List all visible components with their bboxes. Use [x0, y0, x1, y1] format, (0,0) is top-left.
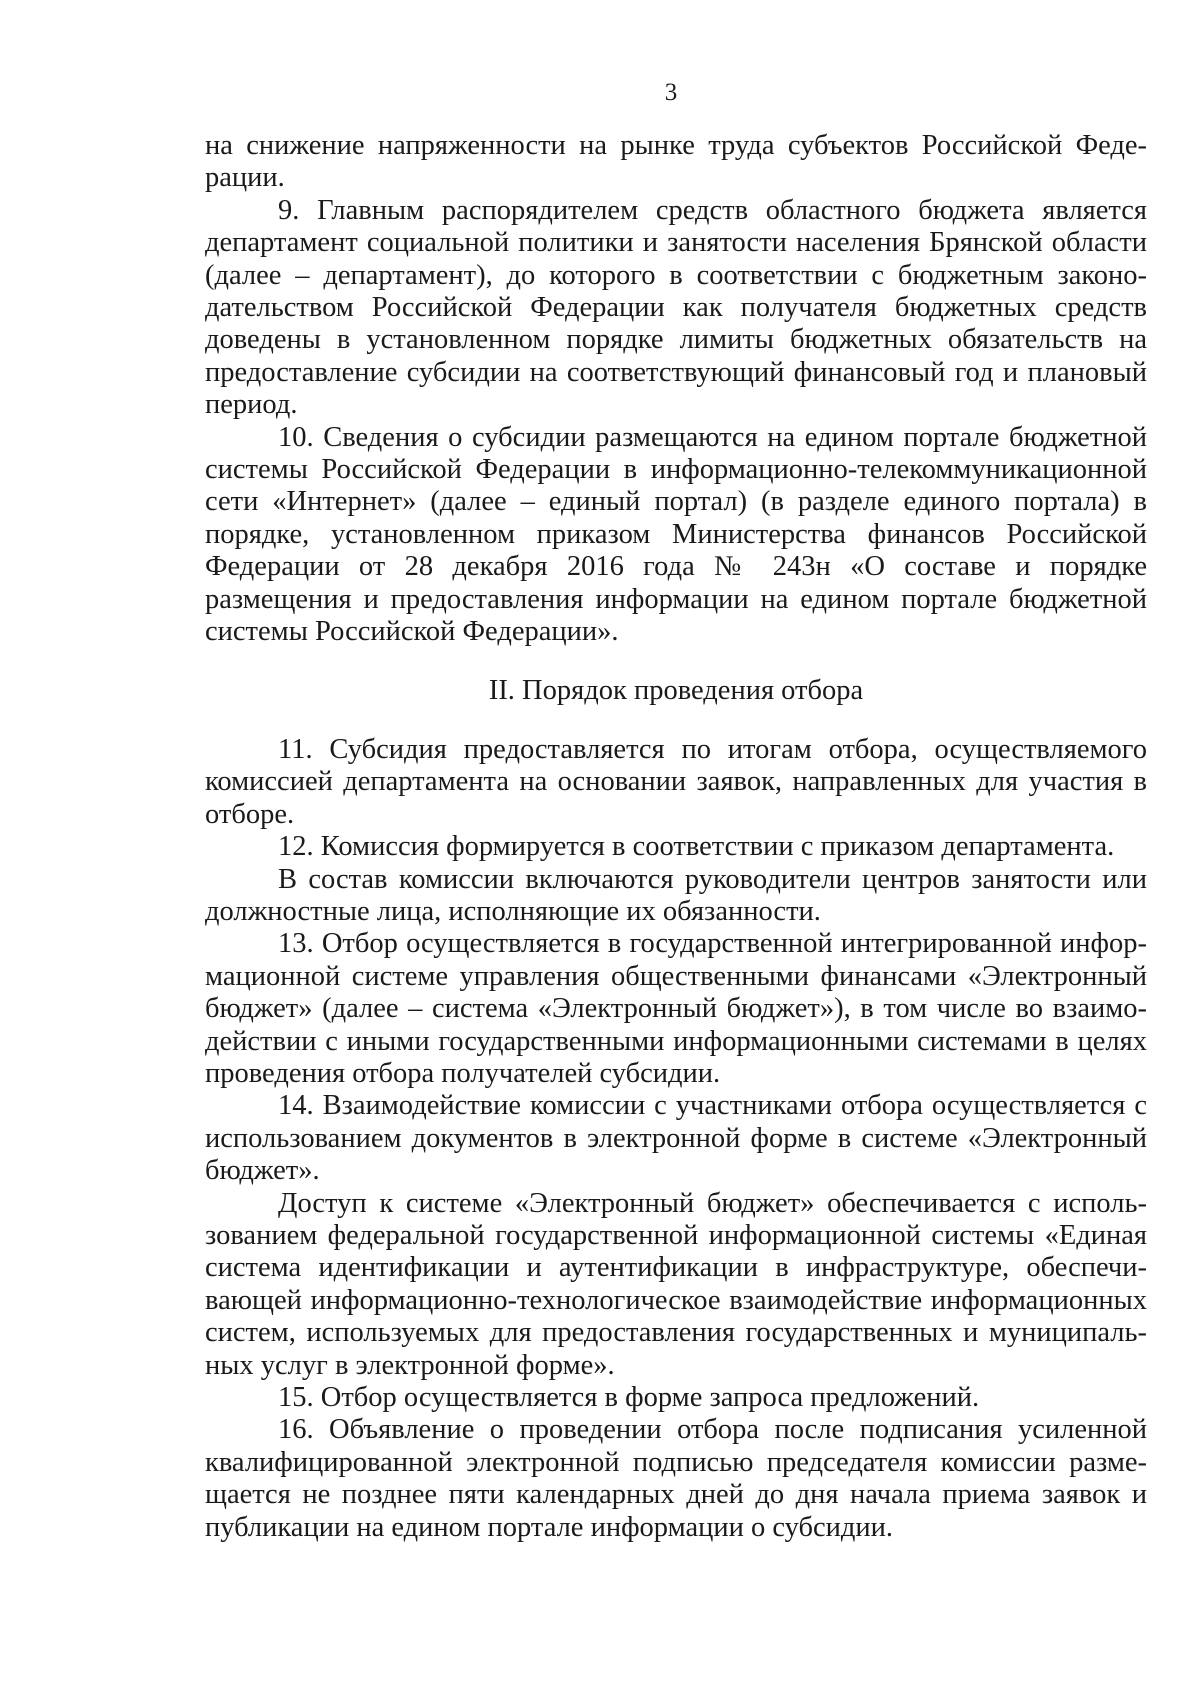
paragraph-15: 15. Отбор осуществляется в форме запроса предложений. [278, 1382, 980, 1414]
paragraph-12: 12. Комиссия формируется в соответствии с приказом департамента. [278, 831, 1115, 863]
paragraph-14: 14. Взаимодействие комиссии с участниками отбора осуществляется с использованием документов в электронной форме в системе «Электронный бюджет». [205, 1090, 1147, 1187]
section-heading: II. Порядок проведения отбора [488, 674, 864, 706]
document-body [205, 130, 1147, 1544]
page-number: 3 [664, 79, 678, 106]
paragraph-10: 10. Сведения о субсидии размещаются на едином портале бюджетной системы Российской Федерации в информационно-телекоммуникационной сети «Интернет» (далее – единый портал) (в разделе единого портала) в порядке, установленном приказом Министерства финансов Российской Федерации от 28 декабря 2016 года № 243н «О составе и порядке размещения и предоставления информации на едином портале бюджетной системы Российской Федерации». [205, 421, 1147, 648]
paragraph-13: 13. Отбор осуществляется в государственной интегрированной инфор-мационной системе управления общественными финансами «Электронный бюджет» (далее – система «Электронный бюджет»), в том числе во взаимо-действии с иными государственными информационными системами в целях проведения отбора получателей субсидии. [205, 928, 1147, 1089]
paragraph-9: 9. Главным распорядителем средств областного бюджета является департамент социальной политики и занятости населения Брянской области (далее – департамент), до которого в соответствии с бюджетным законо-дательством Российской Федерации как получателя бюджетных средств доведены в установленном порядке лимиты бюджетных обязательств на предоставление субсидии на соответствующий финансовый год и плановый период. [205, 194, 1147, 421]
paragraph-continuation: на снижение напряженности на рынке труда субъектов Российской Феде-рации. [205, 130, 1147, 194]
paragraph-12-commission: В состав комиссии включаются руководители центров занятости или должностные лица, исполняющие их обязанности. [205, 863, 1147, 927]
paragraph-14-access: Доступ к системе «Электронный бюджет» обеспечивается с исполь-зованием федеральной государственной информационной системы «Единая система идентификации и аутентификации в инфраструктуре, обеспечи-вающей информационно-технологическое взаимодействие информационных систем, используемых для предоставления государственных и муниципаль-ных услуг в электронной форме». [205, 1187, 1147, 1381]
paragraph-11: 11. Субсидия предоставляется по итогам отбора, осуществляемого комиссией департамента на основании заявок, направленных для участия в отборе. [205, 733, 1147, 830]
paragraph-16: 16. Объявление о проведении отбора после подписания усиленной квалифицированной электронной подписью председателя комиссии разме-щается не позднее пяти календарных дней до дня начала приема заявок и публикации на едином портале информации о субсидии. [205, 1414, 1147, 1543]
